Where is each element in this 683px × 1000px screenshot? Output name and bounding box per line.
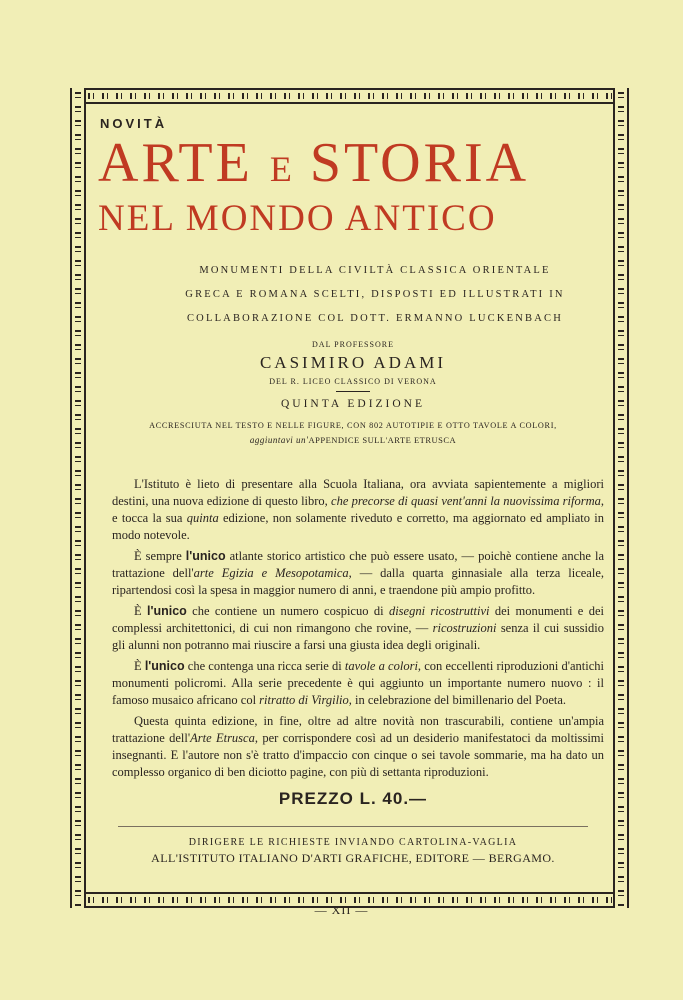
- paragraph-3: [112, 603, 604, 654]
- page-number: — XII —: [314, 903, 369, 917]
- italic-run: disegni ricostruttivi: [388, 604, 490, 618]
- title-word-e: E: [269, 149, 293, 189]
- price: PREZZO L. 40.—: [278, 789, 428, 808]
- subtitle-block: [98, 259, 608, 331]
- paragraph-1: [112, 476, 604, 544]
- italic-run: tavole a colori: [344, 659, 418, 673]
- italic-run: arte Egizia e Mesopotamica: [193, 566, 349, 580]
- text-run: atlante storico artistico che può essere usato, — poichè contiene anche la trattazione dell': [112, 549, 604, 580]
- text-run: , in celebrazione del bimillenario del Poeta.: [348, 693, 567, 707]
- italic-run: quinta: [186, 511, 219, 525]
- border-top: [70, 88, 629, 104]
- advertisement-page: [98, 108, 608, 866]
- text-run: È: [134, 659, 145, 673]
- bold-run: l'unico: [185, 549, 226, 563]
- order-instructions: DIRIGERE LE RICHIESTE INVIANDO CARTOLINA-VAGLIA: [188, 837, 518, 848]
- author-prefix: DAL PROFESSORE: [312, 340, 394, 349]
- italic-run: ritratto di Virgilio: [259, 693, 349, 707]
- text-run: , con eccellenti riproduzioni d'antichi monumenti policromi. Alla serie precedente è qui aggiunto un importante numero nuovo : il famoso musaico africano col: [112, 659, 604, 707]
- text-run: , — dalla quarta ginnasiale alla terza liceale, ripartendosi così la spesa in maggior numero di anni, e traendone più ampio profitto.: [112, 566, 604, 597]
- publisher-address: ALL'ISTITUTO ITALIANO D'ARTI GRAFICHE, EDITORE — BERGAMO.: [151, 851, 555, 865]
- edition-appendix: [98, 435, 608, 445]
- novita-badge: NOVITÀ: [100, 116, 168, 131]
- italic-run: che precorse di quasi vent'anni la nuovissima riforma: [331, 494, 601, 508]
- appendix-italic: aggiuntavi un': [249, 435, 309, 445]
- text-run: , e tocca la sua: [112, 494, 604, 525]
- text-run: che contenga una ricca serie di: [184, 659, 345, 673]
- border-right: [613, 88, 629, 908]
- text-run: È: [134, 604, 148, 618]
- title-word-storia: STORIA: [309, 132, 530, 194]
- text-run: , per corrispondere così ad un desiderio manifestatoci da moltissimi insegnanti. E l'autore non s'è tratto d'impaccio con cinque o sei tavole sommarie, ma ha dato un complesso organico di ben diciotto pagine, con più di settanta riproduzioni.: [112, 731, 604, 779]
- text-run: che contiene un numero cospicuo di: [186, 604, 389, 618]
- paragraph-2: [112, 548, 604, 599]
- title-word-arte: ARTE: [98, 132, 253, 194]
- text-run: Questa quinta edizione, in fine, oltre ad altre novità non trascurabili, contiene un'ampia trattazione dell': [112, 714, 604, 745]
- italic-run: ricostruzioni: [432, 621, 497, 635]
- subtitle-line: MONUMENTI DELLA CIVILTÀ CLASSICA ORIENTALE: [199, 265, 551, 276]
- bold-run: l'unico: [147, 604, 187, 618]
- footer-divider: [118, 826, 588, 827]
- subtitle-line: GRECA E ROMANA SCELTI, DISPOSTI ED ILLUSTRATI IN: [185, 289, 565, 300]
- appendix-text: APPENDICE SULL'ARTE ETRUSCA: [308, 435, 457, 445]
- border-left: [70, 88, 86, 908]
- author-name: CASIMIRO ADAMI: [259, 353, 447, 372]
- main-title: [98, 132, 608, 197]
- text-run: edizione, non solamente riveduto e corretto, ma aggiornato ed ampliato in modo notevole.: [112, 511, 604, 542]
- text-run: dei monumenti e dei complessi architettonici, di cui non rimangono che rovine, —: [112, 604, 604, 635]
- bold-run: l'unico: [144, 659, 185, 673]
- text-run: senza il cui sussidio gli alunni non potranno mai riuscire a farsi una giusta idea degli originali.: [112, 621, 604, 652]
- paragraph-4: [112, 658, 604, 709]
- paragraph-5: [112, 713, 604, 781]
- author-affiliation: DEL R. LICEO CLASSICO DI VERONA: [269, 377, 437, 386]
- subtitle-title: NEL MONDO ANTICO: [98, 198, 497, 239]
- body-text: [98, 476, 608, 781]
- edition-note: ACCRESCIUTA NEL TESTO E NELLE FIGURE, CON 802 AUTOTIPIE E OTTO TAVOLE A COLORI,: [149, 421, 557, 430]
- text-run: È sempre: [134, 549, 186, 563]
- subtitle-line: COLLABORAZIONE COL DOTT. ERMANNO LUCKENBACH: [186, 313, 564, 324]
- text-run: L'Istituto è lieto di presentare alla Scuola Italiana, ora avviata sapientemente a migliori destini, una nuova edizione di questo libro,: [112, 477, 604, 508]
- divider: [336, 391, 370, 392]
- italic-run: Arte Etrusca: [190, 731, 255, 745]
- edition-label: QUINTA EDIZIONE: [280, 398, 426, 410]
